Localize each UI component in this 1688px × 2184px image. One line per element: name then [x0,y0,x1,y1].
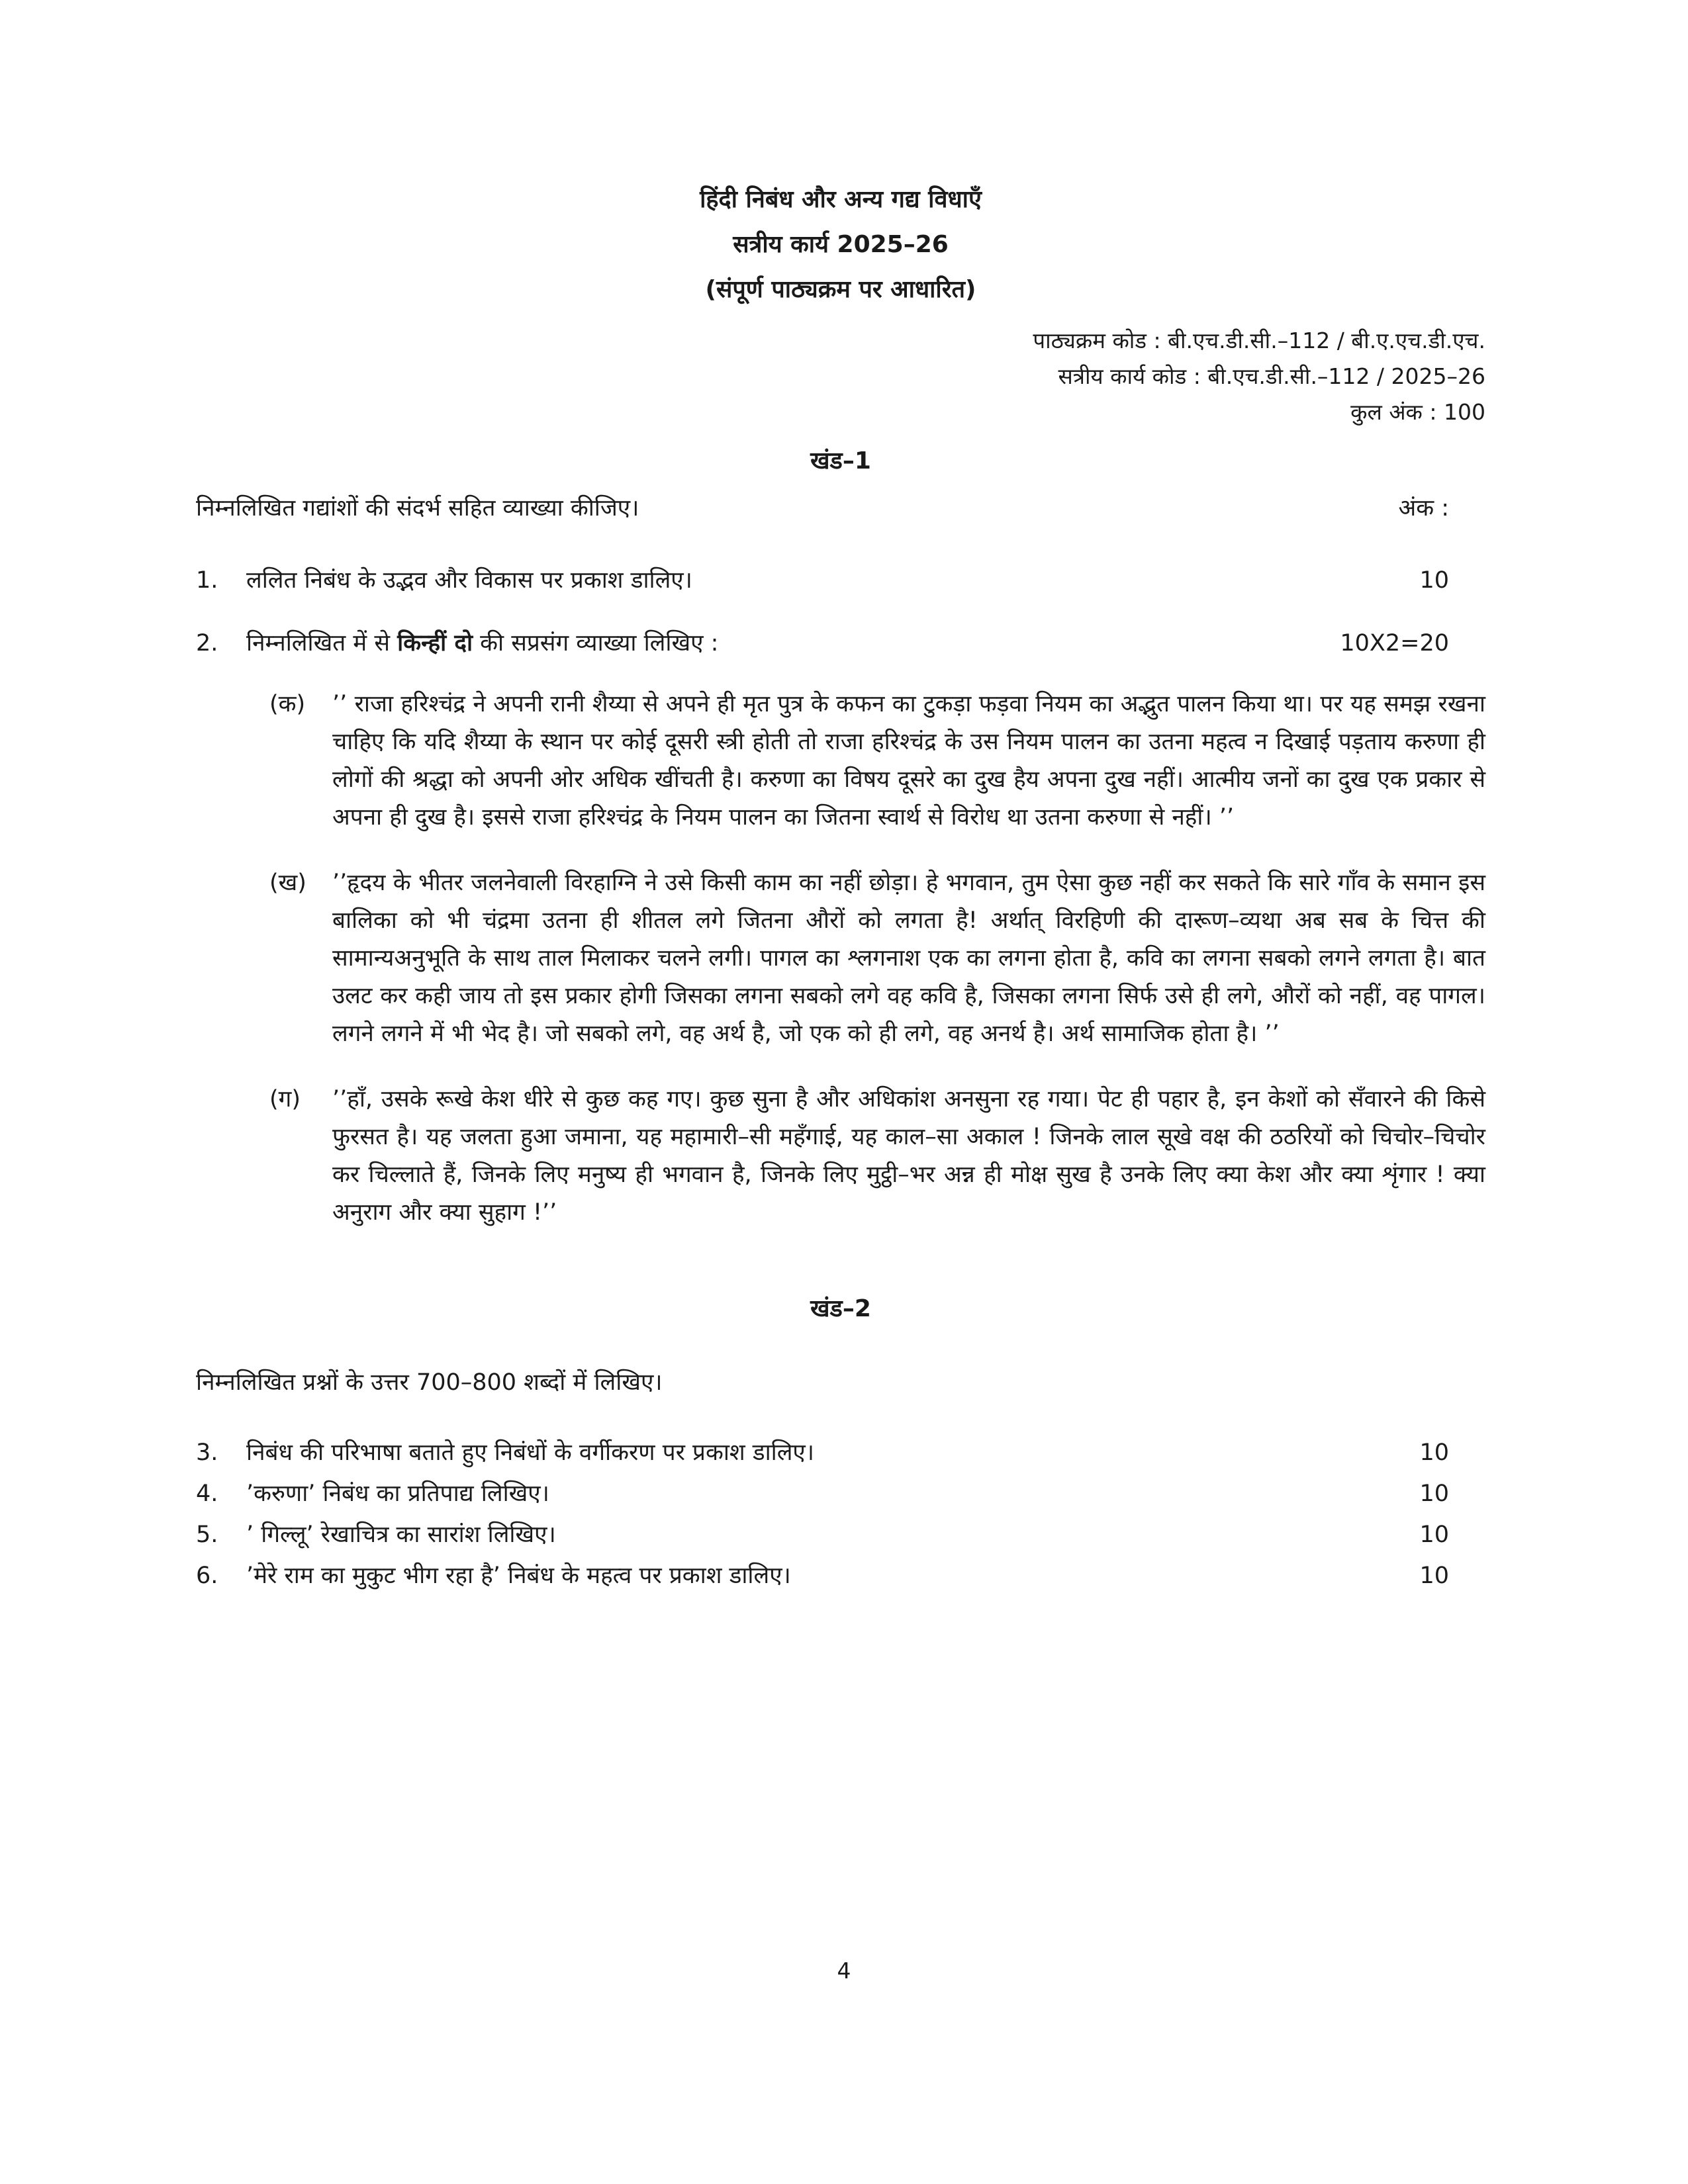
page-number: 4 [837,1958,851,1983]
section1-instruction: निम्नलिखित गद्यांशों की संदर्भ सहित व्याख्या कीजिए। [196,495,639,522]
question-3-number: 3. [196,1439,218,1466]
question-1 [196,564,1485,595]
question-5 [196,1519,1485,1551]
passage-ka [269,686,1485,837]
passage-ka-label: (क) [269,691,306,717]
course-code: पाठ्यक्रम कोड : बी.एच.डी.सी.–112 / बी.ए.एच.डी.एच. [1033,328,1485,353]
question-6-marks: 10 [1419,1563,1449,1589]
document-basis-note: (संपूर्ण पाठ्यक्रम पर आधारित) [705,276,976,303]
question-5-marks: 10 [1419,1522,1449,1548]
question-4-number: 4. [196,1480,218,1507]
marks-column-label: अंक : [1398,495,1449,522]
passage-kha [269,864,1485,1053]
question-4-marks: 10 [1419,1480,1449,1507]
passage-kha-text: ’’हृदय के भीतर जलनेवाली विरहाग्नि ने उसे किसी काम का नहीं छोड़ा। हे भगवान, तुम ऐसा कुछ नहीं कर सकते कि सारे गाँव के समान इस बालिका को भी चंद्रमा उतना ही शीतल लगे जितना औरों को लगता है! अर्थात् विरहिणी की दारूण–व्यथा अब सब के चित्त की सामान्यअनुभूति के साथ ताल मिलाकर चलने लगी। पागल का श्लगनाश एक का लगना होता है, कवि का लगना सबको लगने लगता है। बात उलट कर कही जाय तो इस प्रकार होगी जिसका लगना सबको लगे वह कवि है, जिसका लगना सिर्फ उसे ही लगे, औरों को नहीं, वह पागल। लगने लगने में भी भेद है। जो सबको लगे, वह अर्थ है, जो एक को ही लगे, वह अनर्थ है। अर्थ सामाजिक होता है। ’’ [332,870,1485,1047]
document-content [196,177,1485,1601]
question-1-marks: 10 [1419,567,1449,594]
header-title-block [196,177,1485,312]
assignment-code: सत्रीय कार्य कोड : बी.एच.डी.सी.–112 / 2025–26 [1058,363,1485,389]
passage-ga-text: ’’हाँ, उसके रूखे केश धीरे से कुछ कह गए। कुछ सुना है और अधिकांश अनसुना रह गया। पेट ही पहार है, इन केशों को सँवारने की किसे फुरसत है। यह जलता हुआ जमाना, यह महामारी–सी महँगाई, यह काल–सा अकाल ! जिनके लाल सूखे वक्ष की ठठरियों को चिचोर–चिचोर कर चिल्लाते हैं, जिनके लिए मनुष्य ही भगवान है, जिनके लिए मुट्ठी–भर अन्न ही मोक्ष सुख है उनके लिए क्या केश और क्या शृंगार ! क्या अनुराग और क्या सुहाग !’’ [332,1086,1486,1226]
question-2-marks: 10X2=20 [1340,630,1449,657]
question-2-text-bold: किन्हीं दो [397,630,473,657]
question-2-number: 2. [196,630,218,657]
passage-ga [269,1081,1485,1232]
question-1-number: 1. [196,567,218,594]
question-6 [196,1560,1485,1592]
question-2-text-prefix: निम्नलिखित में से [246,630,398,657]
question-3-text: निबंध की परिभाषा बताते हुए निबंधों के वर्गीकरण पर प्रकाश डालिए। [246,1439,815,1466]
total-marks: कुल अंक : 100 [1350,399,1485,425]
document-title: हिंदी निबंध और अन्य गद्य विधाएँ [700,186,982,213]
question-4 [196,1478,1485,1510]
section2-questions [196,1437,1485,1592]
question-3 [196,1437,1485,1469]
question-1-text: ललित निबंध के उद्भव और विकास पर प्रकाश डालिए। [246,567,692,594]
section1-instruction-row [196,492,1485,523]
question-5-text: ’ गिल्लू’ रेखाचित्र का सारांश लिखिए। [246,1522,556,1548]
question-2-text-suffix: की सप्रसंग व्याख्या लिखिए : [473,630,719,657]
question-3-marks: 10 [1419,1439,1449,1466]
passage-ka-text: ’’ राजा हरिश्चंद्र ने अपनी रानी शैय्या से अपने ही मृत पुत्र के कफन का टुकड़ा फड़वा नियम का अद्भुत पालन किया था। पर यह समझ रखना चाहिए कि यदि शैय्या के स्थान पर कोई दूसरी स्त्री होती तो राजा हरिश्चंद्र के उस नियम पालन का उतना महत्व न दिखाई पड़ताय करुणा ही लोगों की श्रद्धा को अपनी ओर अधिक खींचती है। करुणा का विषय दूसरे का दुख हैय अपना दुख नहीं। आत्मीय जनों का दुख एक प्रकार से अपना ही दुख है। इससे राजा हरिश्चंद्र के नियम पालन का जितना स्वार्थ से विरोध था उतना करुणा से नहीं। ’’ [332,691,1485,831]
section2-instruction: निम्नलिखित प्रश्नों के उत्तर 700–800 शब्दों में लिखिए। [196,1369,663,1396]
header-code-block [196,323,1485,430]
section1-heading: खंड–1 [810,447,871,475]
question-2 [196,627,1485,658]
question-2-text [246,627,1317,658]
document-subtitle: सत्रीय कार्य 2025–26 [733,231,949,258]
passage-ga-label: (ग) [269,1086,301,1113]
question-6-number: 6. [196,1563,218,1589]
question-6-text: ’मेरे राम का मुकुट भीग रहा है’ निबंध के महत्व पर प्रकाश डालिए। [246,1563,791,1589]
section2-heading: खंड–2 [810,1295,871,1322]
question-5-number: 5. [196,1522,218,1548]
passage-kha-label: (ख) [269,870,306,896]
question-4-text: ’करुणा’ निबंध का प्रतिपाद्य लिखिए। [246,1480,549,1507]
